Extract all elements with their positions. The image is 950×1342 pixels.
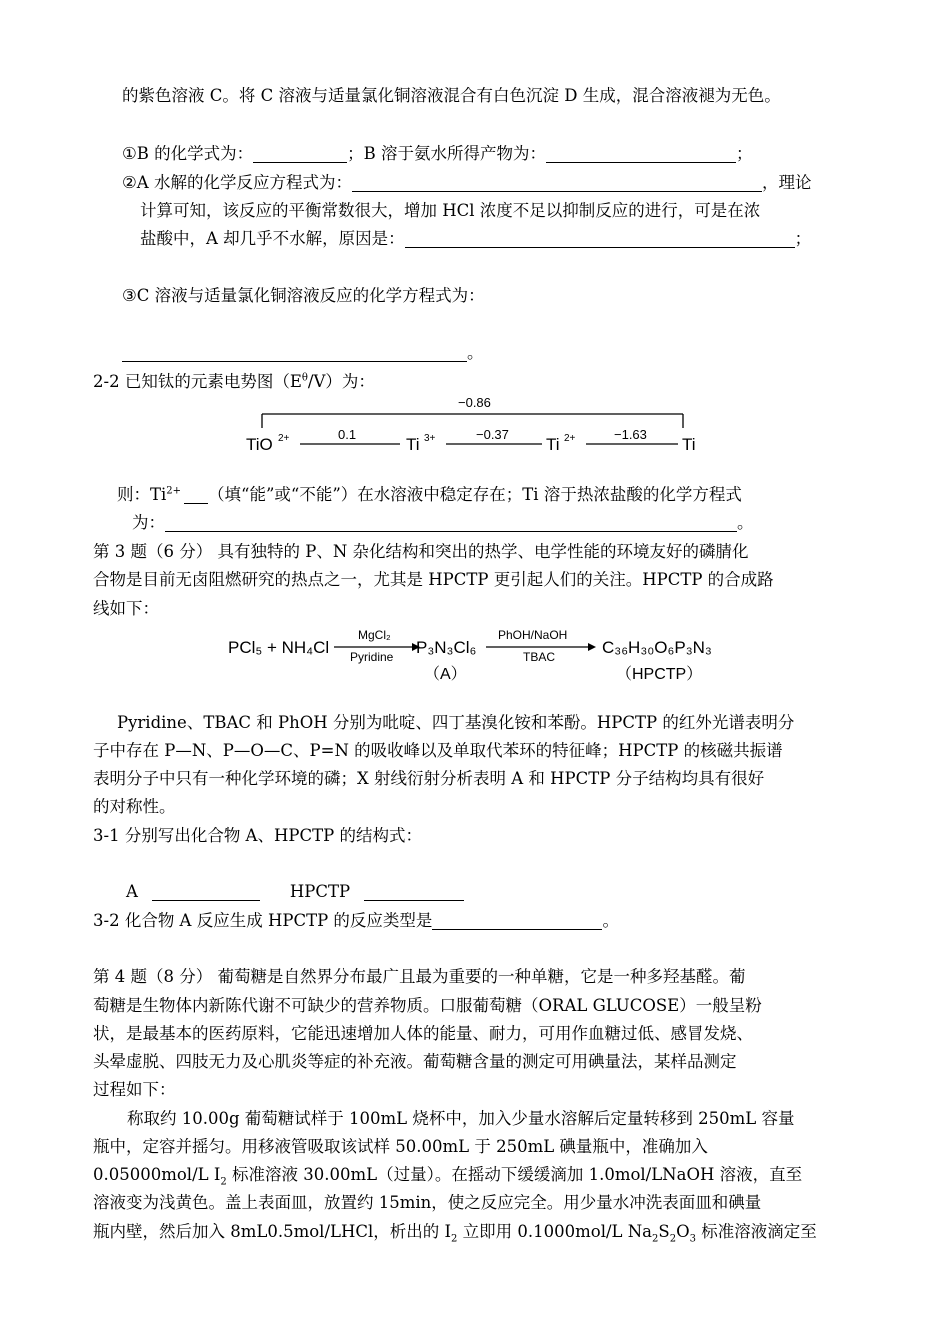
text-segment: 为： bbox=[132, 513, 165, 532]
question-2-2-ti2 bbox=[117, 484, 742, 506]
species-ti: Ti bbox=[682, 435, 696, 454]
text-segment: 盐酸中，A 却几乎不水解，原因是： bbox=[140, 229, 405, 248]
question-3-heading: 第 3 题（6 分） 具有独特的 P、N 杂化结构和突出的热学、电学性能的环境友好的磷腈化 bbox=[93, 542, 749, 561]
text-line bbox=[93, 1221, 817, 1243]
reactants: PCl₅ + NH₄Cl bbox=[228, 638, 330, 657]
question-2-1-1 bbox=[122, 143, 753, 165]
charge-label: 2+ bbox=[278, 433, 290, 444]
text-line: 子中存在 P—N、P—O—C、P=N 的吸收峰以及单取代苯环的特征峰；HPCTP 的核磁共振谱 bbox=[93, 741, 783, 760]
text-line: 线如下： bbox=[93, 599, 159, 618]
text-segment: 立即用 0.1000mol/L Na bbox=[457, 1222, 653, 1241]
label-hpctp: （HPCTP） bbox=[616, 666, 703, 683]
species-ti2: Ti bbox=[546, 435, 560, 454]
potential-label: 0.1 bbox=[338, 427, 357, 442]
text-line: 的紫色溶液 C。将 C 溶液与适量氯化铜溶液混合有白色沉淀 D 生成，混合溶液褪为无色。 bbox=[122, 86, 781, 105]
question-2-1-3-answer bbox=[122, 342, 484, 364]
potential-label: −0.37 bbox=[476, 427, 509, 442]
charge-label: 2+ bbox=[564, 433, 576, 444]
text-line: 表明分子中只有一种化学环境的磷；X 射线衍射分析表明 A 和 HPCTP 分子结构均具有很好 bbox=[93, 769, 765, 788]
text-segment: 。 bbox=[737, 513, 754, 532]
text-line: Pyridine、TBAC 和 PhOH 分别为吡啶、四丁基溴化铵和苯酚。HPCTP 的红外光谱表明分 bbox=[117, 713, 795, 732]
question-2-1-2-reason bbox=[140, 228, 811, 250]
answer-blank[interactable] bbox=[364, 882, 464, 901]
question-2-2-equation bbox=[132, 512, 754, 534]
answer-blank[interactable] bbox=[405, 229, 795, 248]
question-2-1-3: ③C 溶液与适量氯化铜溶液反应的化学方程式为： bbox=[122, 286, 485, 305]
label-hpctp: HPCTP bbox=[289, 882, 351, 901]
answer-blank[interactable] bbox=[352, 173, 762, 192]
text-segment: 标准溶液滴定至 bbox=[695, 1222, 817, 1241]
text-line: 合物是目前无卤阻燃研究的热点之一，尤其是 HPCTP 更引起人们的关注。HPCTP 的合成路 bbox=[93, 570, 774, 589]
question-2-2 bbox=[93, 371, 375, 393]
condition-top: PhOH/NaOH bbox=[498, 628, 568, 642]
species-tio: TiO bbox=[246, 435, 273, 454]
text-line: 计算可知，该反应的平衡常数很大，增加 HCl 浓度不足以抑制反应的进行，可是在浓 bbox=[140, 201, 761, 220]
product-hpctp: C₃₆H₃₀O₆P₃N₃ bbox=[602, 638, 712, 657]
text-segment: 则：Ti bbox=[117, 485, 167, 504]
text-line bbox=[93, 1164, 802, 1186]
text-segment: ②A 水解的化学反应方程式为： bbox=[122, 173, 352, 192]
text-segment: 。 bbox=[467, 343, 484, 362]
text-segment: ①B 的化学式为： bbox=[122, 144, 254, 163]
answer-blank[interactable] bbox=[152, 882, 260, 901]
question-3-1-answers bbox=[126, 881, 464, 903]
text-line: 状，是最基本的医药原料，它能迅速增加人体的能量、耐力，可用作血糖过低、感冒发烧、 bbox=[93, 1024, 753, 1043]
charge-label: 3+ bbox=[424, 433, 436, 444]
condition-bottom: Pyridine bbox=[350, 650, 394, 664]
superscript: 2+ bbox=[166, 485, 182, 497]
species-ti3: Ti bbox=[406, 435, 420, 454]
titanium-potential-diagram bbox=[240, 392, 720, 460]
text-segment: 。 bbox=[602, 911, 619, 930]
label-a: A bbox=[126, 882, 138, 901]
text-segment: ；B 溶于氨水所得产物为： bbox=[347, 144, 547, 163]
subscript: 3 bbox=[689, 1233, 696, 1245]
intermediate-a: P₃N₃Cl₆ bbox=[416, 638, 477, 657]
text-segment: 标准溶液 30.00mL（过量）。在摇动下缓缓滴加 1.0mol/LNaOH 溶液，直至 bbox=[226, 1165, 803, 1184]
text-line: 溶液变为浅黄色。盖上表面皿，放置约 15min，使之反应完全。用少量水冲洗表面皿和碘量 bbox=[93, 1193, 762, 1212]
subscript: 2 bbox=[669, 1233, 677, 1245]
answer-blank[interactable] bbox=[122, 343, 467, 362]
potential-label: −1.63 bbox=[614, 427, 647, 442]
text-line: 萄糖是生物体内新陈代谢不可缺少的营养物质。口服葡萄糖（ORAL GLUCOSE）一般呈粉 bbox=[93, 996, 762, 1015]
answer-blank[interactable] bbox=[184, 485, 208, 504]
label-a: （A） bbox=[424, 666, 467, 683]
subscript: 2 bbox=[652, 1233, 659, 1245]
text-segment: ，理论 bbox=[761, 173, 812, 192]
synthesis-scheme bbox=[220, 622, 740, 692]
text-segment: ； bbox=[794, 229, 812, 248]
text-segment: 3-2 化合物 A 反应生成 HPCTP 的反应类型是 bbox=[93, 911, 433, 930]
question-4-heading: 第 4 题（8 分） 葡萄糖是自然界分布最广且最为重要的一种单糖，它是一种多羟基醛。葡 bbox=[93, 967, 746, 986]
text-segment: 0.05000mol/L I bbox=[93, 1165, 221, 1184]
text-segment: /V）为： bbox=[307, 372, 375, 391]
answer-blank[interactable] bbox=[432, 911, 602, 930]
text-segment: ； bbox=[736, 144, 753, 163]
question-2-1-2 bbox=[122, 172, 811, 194]
answer-blank[interactable] bbox=[546, 144, 736, 163]
text-line: 瓶中，定容并摇匀。用移液管吸取该试样 50.00mL 于 250mL 碘量瓶中，准确加入 bbox=[93, 1137, 708, 1156]
overall-potential-label: −0.86 bbox=[458, 395, 491, 410]
question-3-1: 3-1 分别写出化合物 A、HPCTP 的结构式： bbox=[93, 826, 422, 845]
text-segment: （填“能”或“不能”）在水溶液中稳定存在；Ti 溶于热浓盐酸的化学方程式 bbox=[208, 485, 742, 504]
text-line: 头晕虚脱、四肢无力及心肌炎等症的补充液。葡萄糖含量的测定可用碘量法，某样品测定 bbox=[93, 1052, 737, 1071]
text-line: 的对称性。 bbox=[93, 797, 176, 816]
answer-blank[interactable] bbox=[165, 513, 737, 532]
condition-bottom: TBAC bbox=[523, 650, 556, 664]
text-line: 过程如下： bbox=[93, 1080, 176, 1099]
text-segment: 瓶内壁，然后加入 8mL0.5mol/LHCl，析出的 I bbox=[93, 1222, 452, 1241]
subscript: 2 bbox=[451, 1233, 458, 1245]
superscript: θ bbox=[301, 372, 308, 384]
text-segment: S bbox=[658, 1222, 670, 1241]
condition-top: MgCl₂ bbox=[358, 628, 391, 642]
text-segment: 2-2 已知钛的元素电势图（E bbox=[93, 372, 302, 391]
text-segment: O bbox=[676, 1222, 690, 1241]
answer-blank[interactable] bbox=[253, 144, 347, 163]
subscript: 2 bbox=[220, 1176, 227, 1188]
text-line: 称取约 10.00g 葡萄糖试样于 100mL 烧杯中，加入少量水溶解后定量转移到 250mL 容量 bbox=[127, 1109, 795, 1128]
question-3-2 bbox=[93, 910, 619, 932]
